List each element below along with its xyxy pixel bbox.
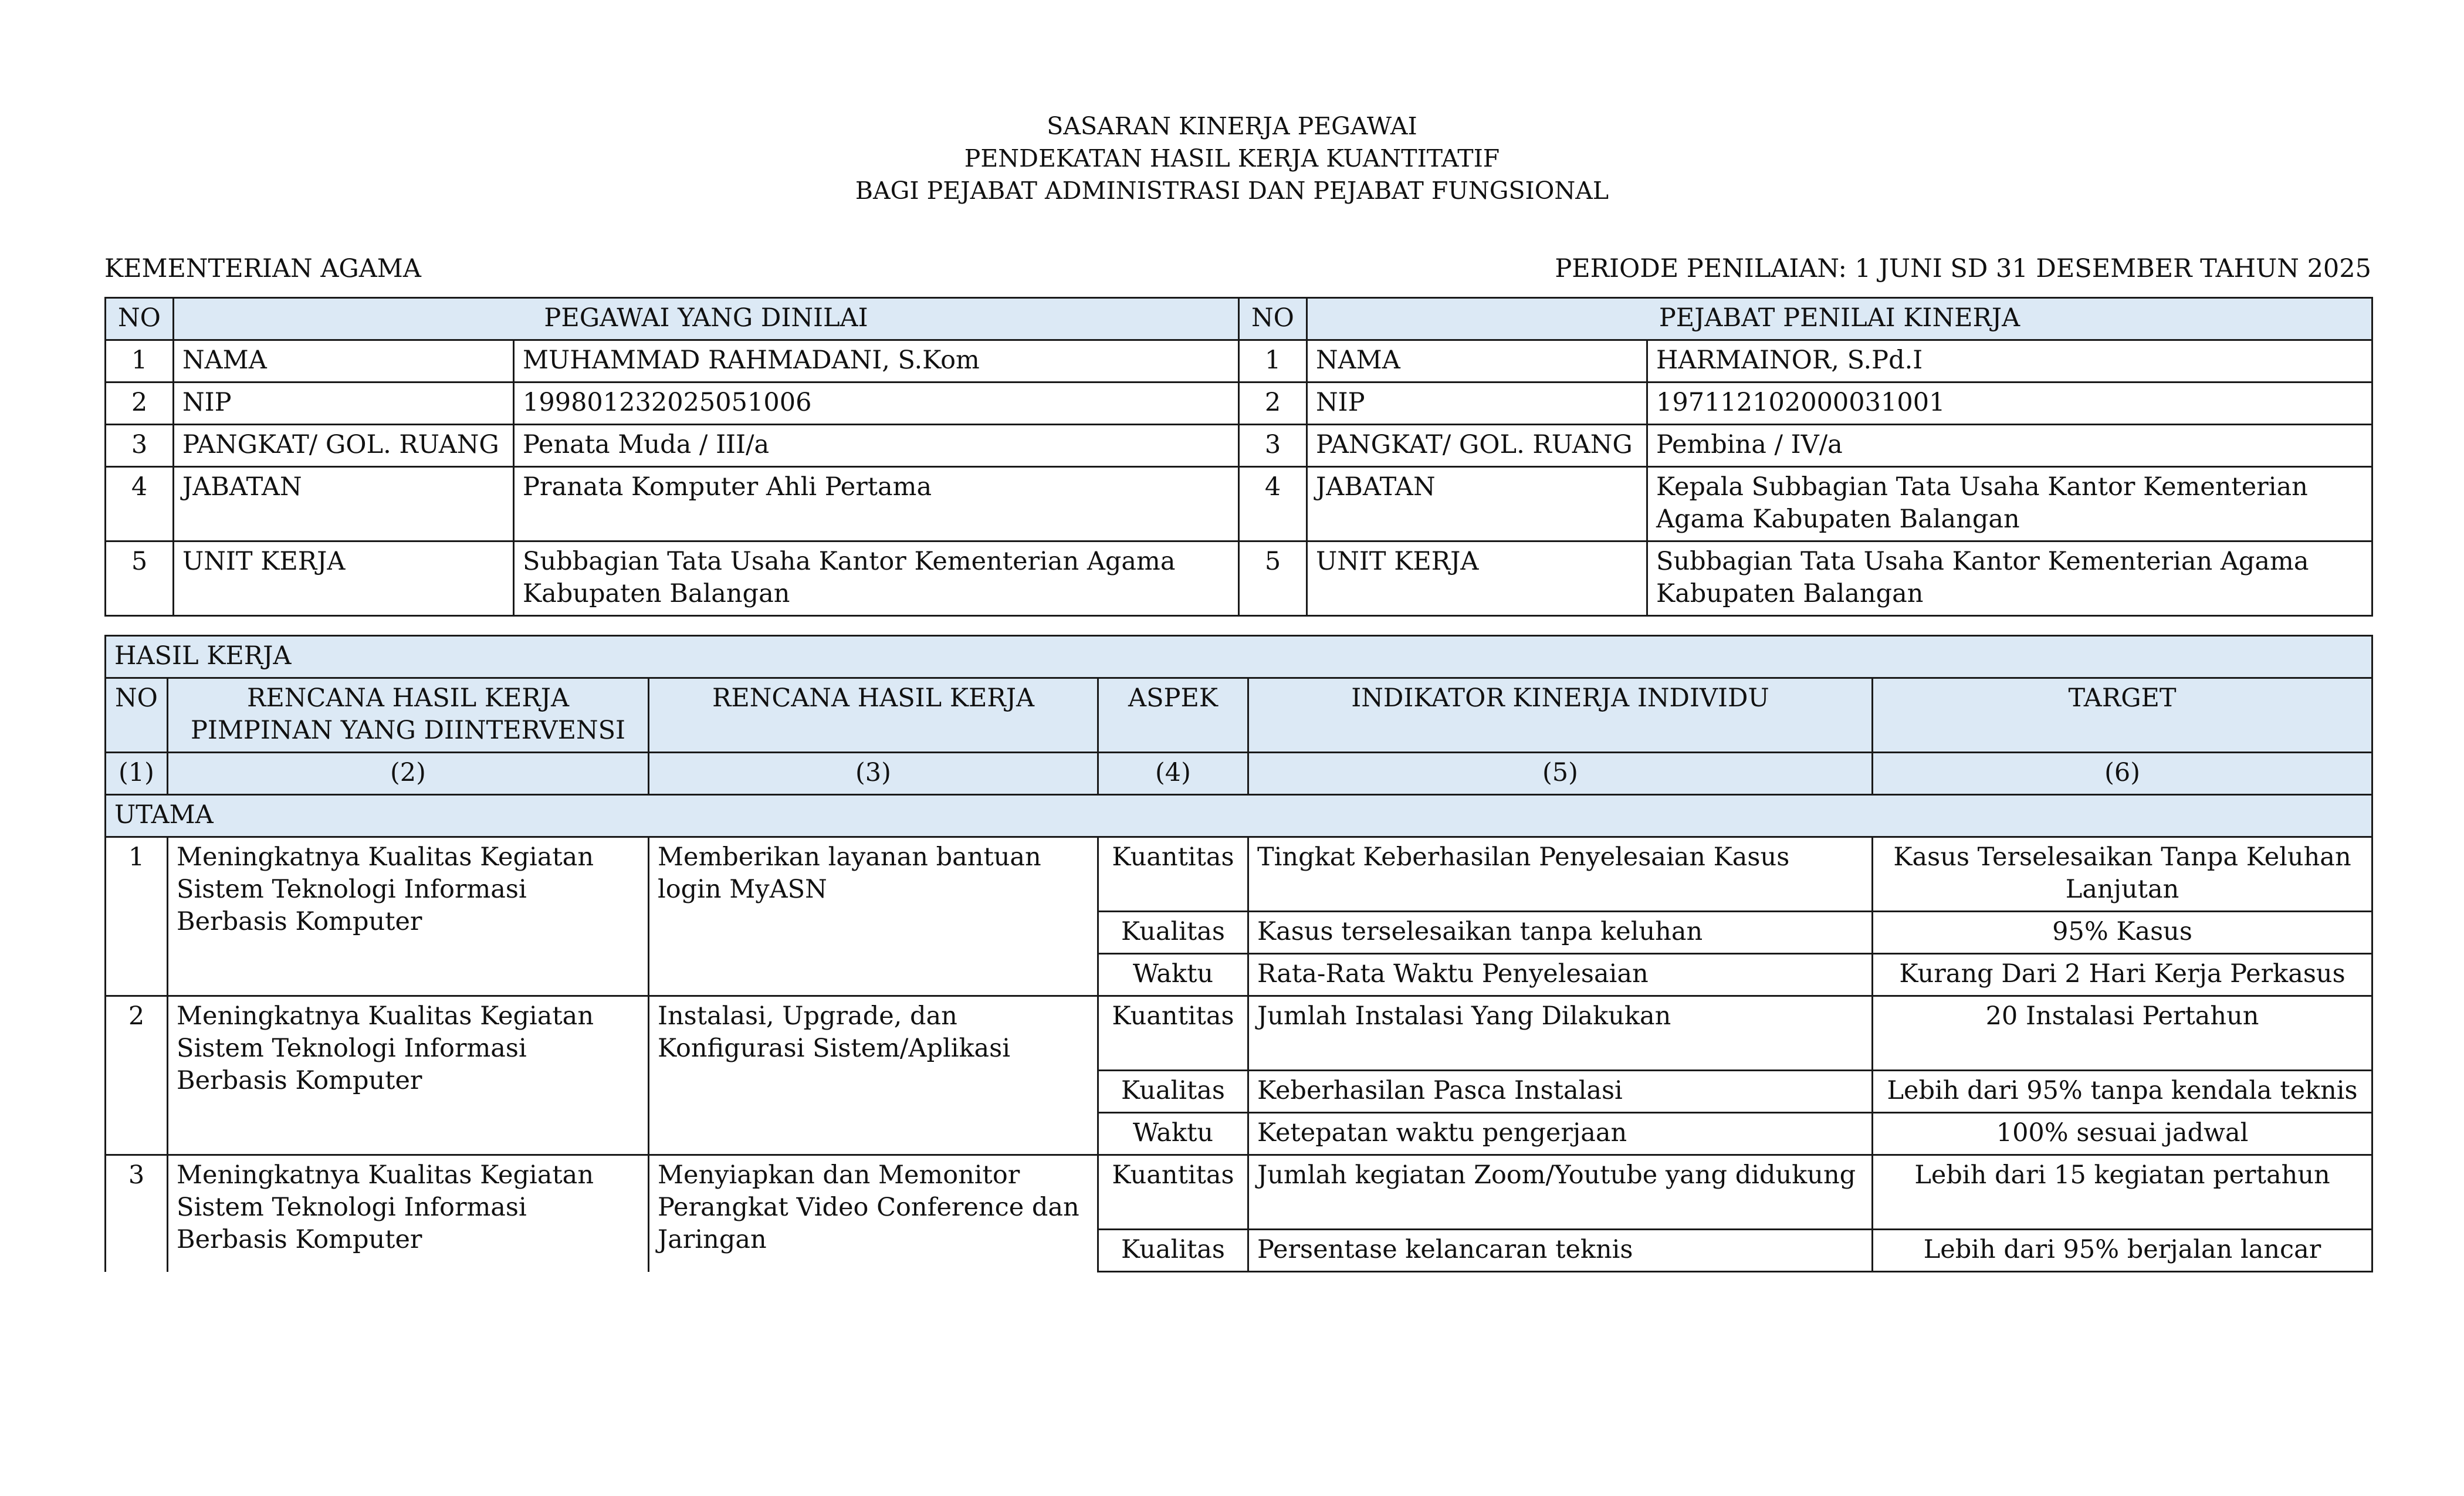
employee-value: Penata Muda / III/a	[514, 425, 1239, 467]
work-plan: Menyiapkan dan Memonitor Perangkat Video Conference dan Jaringan	[649, 1155, 1098, 1272]
target: Lebih dari 95% tanpa kendala teknis	[1873, 1071, 2372, 1113]
row-no: 2	[106, 383, 174, 425]
assessment-period: PERIODE PENILAIAN: 1 JUNI SD 31 DESEMBER TAHUN 2025	[1555, 254, 2371, 283]
indicator: Kasus terselesaikan tanpa keluhan	[1248, 912, 1873, 954]
indicator: Ketepatan waktu pengerjaan	[1248, 1113, 1873, 1155]
column-number: (1)	[106, 753, 168, 795]
leader-plan: Meningkatnya Kualitas Kegiatan Sistem Teknologi Informasi Berbasis Komputer	[168, 837, 649, 996]
title-line-2: PENDEKATAN HASIL KERJA KUANTITATIF	[964, 144, 1500, 172]
section-title: HASIL KERJA	[106, 636, 2372, 678]
group-title: UTAMA	[106, 795, 2372, 837]
aspect: Kualitas	[1098, 912, 1248, 954]
item-no: 2	[106, 996, 168, 1155]
row-no: 4	[1239, 467, 1307, 541]
indicator: Rata-Rata Waktu Penyelesaian	[1248, 954, 1873, 996]
indicator: Persentase kelancaran teknis	[1248, 1230, 1873, 1272]
column-number: (4)	[1098, 753, 1248, 795]
row-no: 4	[106, 467, 174, 541]
table-row	[106, 996, 2372, 1071]
work-plan: Instalasi, Upgrade, dan Konfigurasi Sistem/Aplikasi	[649, 996, 1098, 1155]
column-header: NO	[106, 678, 168, 753]
field-label: UNIT KERJA	[174, 541, 514, 616]
field-label: PANGKAT/ GOL. RUANG	[174, 425, 514, 467]
target: Lebih dari 15 kegiatan pertahun	[1873, 1155, 2372, 1230]
target: Kurang Dari 2 Hari Kerja Perkasus	[1873, 954, 2372, 996]
leader-plan: Meningkatnya Kualitas Kegiatan Sistem Teknologi Informasi Berbasis Komputer	[168, 1155, 649, 1272]
employee-value: Subbagian Tata Usaha Kantor Kementerian Agama Kabupaten Balangan	[514, 541, 1239, 616]
col-no: NO	[1239, 298, 1307, 340]
target: Kasus Terselesaikan Tanpa Keluhan Lanjutan	[1873, 837, 2372, 912]
col-no: NO	[106, 298, 174, 340]
identity-row	[106, 425, 2372, 467]
column-header: ASPEK	[1098, 678, 1248, 753]
identity-table	[104, 297, 2373, 617]
title-line-3: BAGI PEJABAT ADMINISTRASI DAN PEJABAT FUNGSIONAL	[855, 177, 1609, 205]
column-number: (3)	[649, 753, 1098, 795]
assessor-value: 197112102000031001	[1647, 383, 2372, 425]
target: 95% Kasus	[1873, 912, 2372, 954]
row-no: 5	[106, 541, 174, 616]
document-title	[0, 110, 2464, 207]
column-header: RENCANA HASIL KERJA	[649, 678, 1098, 753]
identity-row	[106, 541, 2372, 616]
assessor-value: Pembina / IV/a	[1647, 425, 2372, 467]
aspect: Kualitas	[1098, 1230, 1248, 1272]
item-no: 3	[106, 1155, 168, 1272]
assessor-value: HARMAINOR, S.Pd.I	[1647, 340, 2372, 383]
field-label: NAMA	[1307, 340, 1647, 383]
field-label: NIP	[1307, 383, 1647, 425]
field-label: JABATAN	[174, 467, 514, 541]
aspect: Waktu	[1098, 954, 1248, 996]
identity-row	[106, 340, 2372, 383]
identity-header-row	[106, 298, 2372, 340]
indicator: Jumlah Instalasi Yang Dilakukan	[1248, 996, 1873, 1071]
indicator: Tingkat Keberhasilan Penyelesaian Kasus	[1248, 837, 1873, 912]
aspect: Kuantitas	[1098, 996, 1248, 1071]
column-header-row	[106, 678, 2372, 753]
row-no: 2	[1239, 383, 1307, 425]
row-no: 1	[1239, 340, 1307, 383]
column-number: (5)	[1248, 753, 1873, 795]
target: 100% sesuai jadwal	[1873, 1113, 2372, 1155]
item-no: 1	[106, 837, 168, 996]
identity-row	[106, 383, 2372, 425]
group-row	[106, 795, 2372, 837]
assessor-title: PEJABAT PENILAI KINERJA	[1307, 298, 2372, 340]
organization-name: KEMENTERIAN AGAMA	[104, 254, 421, 283]
table-row	[106, 837, 2372, 912]
field-label: NAMA	[174, 340, 514, 383]
employee-value: MUHAMMAD RAHMADANI, S.Kom	[514, 340, 1239, 383]
work-plan: Memberikan layanan bantuan login MyASN	[649, 837, 1098, 996]
results-table	[104, 635, 2373, 1272]
column-number-row	[106, 753, 2372, 795]
indicator: Jumlah kegiatan Zoom/Youtube yang didukung	[1248, 1155, 1873, 1230]
assessor-value: Kepala Subbagian Tata Usaha Kantor Kementerian Agama Kabupaten Balangan	[1647, 467, 2372, 541]
target: 20 Instalasi Pertahun	[1873, 996, 2372, 1071]
employee-value: Pranata Komputer Ahli Pertama	[514, 467, 1239, 541]
employee-value: 199801232025051006	[514, 383, 1239, 425]
aspect: Kuantitas	[1098, 1155, 1248, 1230]
column-number: (6)	[1873, 753, 2372, 795]
field-label: PANGKAT/ GOL. RUANG	[1307, 425, 1647, 467]
table-row	[106, 1155, 2372, 1230]
column-number: (2)	[168, 753, 649, 795]
row-no: 3	[1239, 425, 1307, 467]
indicator: Keberhasilan Pasca Instalasi	[1248, 1071, 1873, 1113]
section-row	[106, 636, 2372, 678]
aspect: Kualitas	[1098, 1071, 1248, 1113]
field-label: JABATAN	[1307, 467, 1647, 541]
field-label: NIP	[174, 383, 514, 425]
identity-row	[106, 467, 2372, 541]
row-no: 5	[1239, 541, 1307, 616]
row-no: 1	[106, 340, 174, 383]
column-header: INDIKATOR KINERJA INDIVIDU	[1248, 678, 1873, 753]
leader-plan: Meningkatnya Kualitas Kegiatan Sistem Teknologi Informasi Berbasis Komputer	[168, 996, 649, 1155]
target: Lebih dari 95% berjalan lancar	[1873, 1230, 2372, 1272]
assessor-value: Subbagian Tata Usaha Kantor Kementerian Agama Kabupaten Balangan	[1647, 541, 2372, 616]
column-header: RENCANA HASIL KERJA PIMPINAN YANG DIINTERVENSI	[168, 678, 649, 753]
aspect: Kuantitas	[1098, 837, 1248, 912]
field-label: UNIT KERJA	[1307, 541, 1647, 616]
row-no: 3	[106, 425, 174, 467]
aspect: Waktu	[1098, 1113, 1248, 1155]
column-header: TARGET	[1873, 678, 2372, 753]
employee-title: PEGAWAI YANG DINILAI	[174, 298, 1239, 340]
title-line-1: SASARAN KINERJA PEGAWAI	[1047, 112, 1417, 140]
